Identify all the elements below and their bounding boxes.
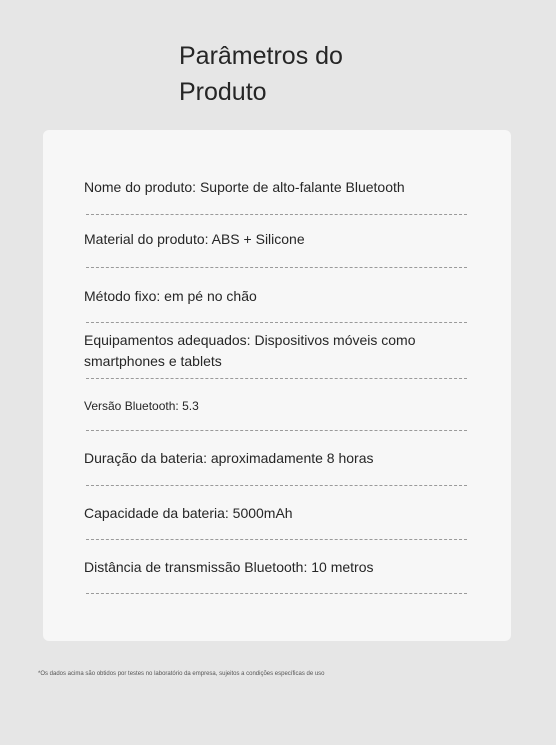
- spec-row-battery-life: [84, 448, 468, 469]
- divider: [86, 593, 467, 594]
- page-title: [179, 38, 399, 110]
- spec-battery-life: Duração da bateria: aproximadamente 8 horas: [84, 450, 374, 466]
- spec-row-transmission-distance: [84, 557, 468, 578]
- footnote: *Os dados acima são obtidos por testes no laboratório da empresa, sujeitos a condições específicas de uso: [38, 671, 325, 677]
- spec-battery-capacity: Capacidade da bateria: 5000mAh: [84, 505, 293, 521]
- spec-row-bluetooth-version: [84, 396, 468, 417]
- divider: [86, 267, 467, 268]
- spec-material: Material do produto: ABS + Silicone: [84, 231, 305, 247]
- spec-bluetooth-version: Versão Bluetooth: 5.3: [84, 399, 199, 413]
- spec-row-material: [84, 229, 468, 250]
- divider: [86, 539, 467, 540]
- divider: [86, 322, 467, 323]
- spec-fixing-method: Método fixo: em pé no chão: [84, 288, 257, 304]
- spec-row-compatible-devices: [84, 330, 468, 372]
- page-title-line-1: Parâmetros do: [179, 42, 343, 70]
- divider: [86, 378, 467, 379]
- spec-transmission-distance: Distância de transmissão Bluetooth: 10 metros: [84, 559, 374, 575]
- divider: [86, 485, 467, 486]
- divider: [86, 430, 467, 431]
- spec-row-battery-capacity: [84, 503, 468, 524]
- divider: [86, 214, 467, 215]
- spec-compatible-devices: Equipamentos adequados: Dispositivos móveis como smartphones e tablets: [84, 332, 416, 369]
- spec-row-fixing-method: [84, 286, 468, 307]
- spec-product-name: Nome do produto: Suporte de alto-falante Bluetooth: [84, 179, 405, 195]
- specs-card: [43, 130, 511, 641]
- page-title-line-2: Produto: [179, 78, 267, 106]
- spec-row-product-name: [84, 177, 468, 198]
